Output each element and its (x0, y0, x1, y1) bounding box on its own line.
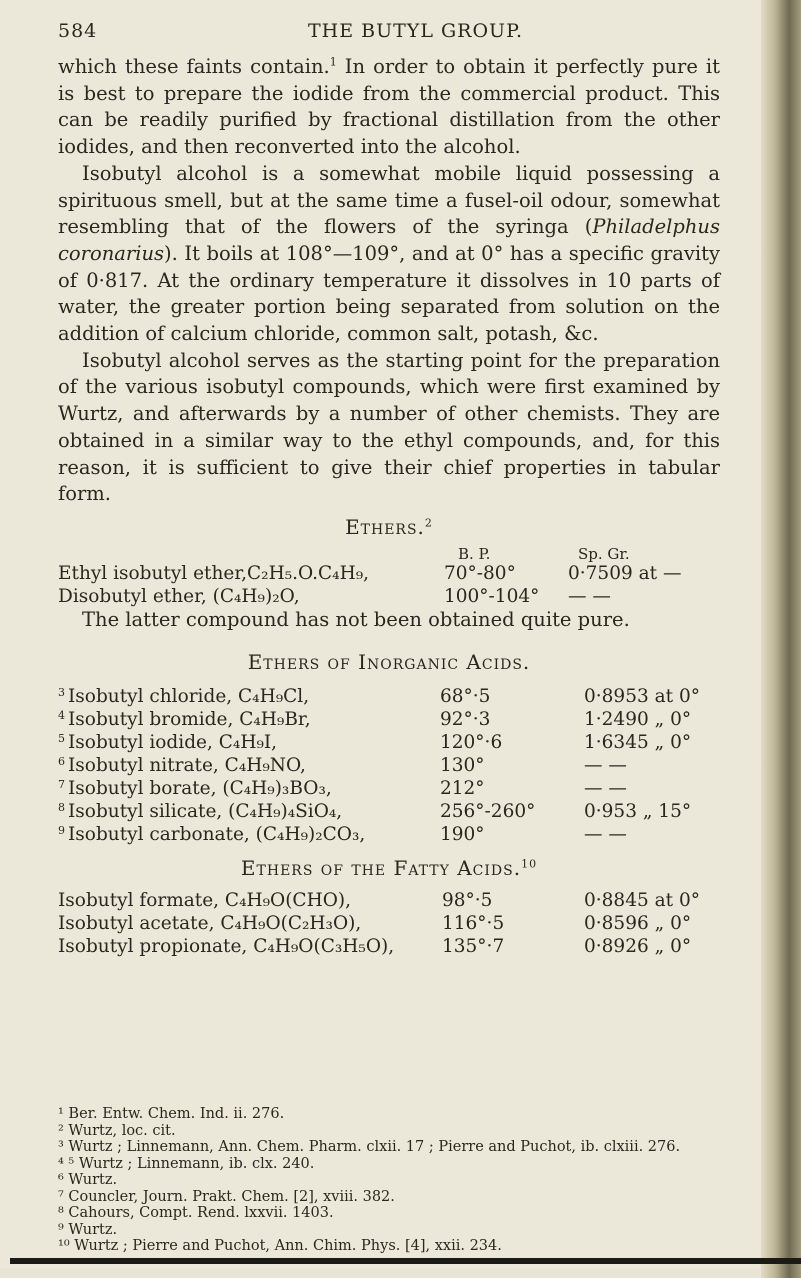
table-row (58, 822, 720, 845)
footnote: ⁴ ⁵ Wurtz ; Linnemann, ib. clx. 240. (58, 1155, 315, 1172)
compound-name: Isobutyl iodide, C₄H₉I, (68, 732, 278, 754)
footnote-ref: 8 (58, 801, 65, 815)
fatty-heading: Ethers of the Fatty Acids.$^{10}$ (240, 856, 538, 881)
fatty-table (58, 888, 720, 957)
compound-name: Isobutyl borate, (C₄H₉)₃BO₃, (68, 778, 332, 800)
specific-gravity: 0·953 „ 15° (584, 801, 692, 823)
table-row (58, 707, 720, 730)
ethers-table (58, 561, 720, 607)
footnote: ⁶ Wurtz. (58, 1172, 118, 1188)
boiling-point: 256°-260° (440, 801, 536, 823)
boiling-point: 135°·7 (442, 935, 505, 957)
table-row (58, 561, 720, 584)
paragraph-3: Isobutyl alcohol serves as the starting point for the preparation of the various isobutyl compounds, which were first examined by Wurtz, and afterwards by a number of other chemists. They are obtained in a similar way to the ethyl compounds, and, for this reason, it is sufficient to give their chief properties in tabular form. (58, 348, 720, 506)
compound-name: Isobutyl nitrate, C₄H₉NO, (68, 755, 306, 777)
running-title: THE BUTYL GROUP. (308, 20, 524, 42)
specific-gravity: — — (584, 824, 627, 846)
bottom-rule (10, 1258, 801, 1264)
inorganic-heading: Ethers of Inorganic Acids. (247, 650, 531, 675)
specific-gravity: — — (584, 778, 627, 800)
inorganic-table (58, 684, 720, 845)
footnote: ² Wurtz, loc. cit. (58, 1122, 176, 1139)
body-text (58, 54, 720, 957)
footnote: ¹⁰ Wurtz ; Pierre and Puchot, Ann. Chim. Phys. [4], xxii. 234. (58, 1238, 502, 1254)
footnote-ref: 7 (58, 778, 65, 792)
compound-name: Isobutyl chloride, C₄H₉Cl, (68, 686, 310, 708)
footnote: ¹ Ber. Entw. Chem. Ind. ii. 276. (58, 1106, 285, 1122)
boiling-point: 70°-80° (444, 562, 516, 584)
table-row (58, 730, 720, 753)
table-row (58, 911, 720, 934)
table-row (58, 934, 720, 957)
boiling-point: 98°·5 (442, 889, 493, 911)
footnote-ref: 4 (58, 709, 65, 723)
boiling-point: 100°-104° (444, 585, 540, 607)
compound-name: Ethyl isobutyl ether,C₂H₅.O.C₄H₉, (58, 562, 369, 584)
table-row (58, 684, 720, 707)
specific-gravity: 0·8596 „ 0° (584, 912, 692, 934)
compound-name: Isobutyl propionate, C₄H₉O(C₃H₅O), (58, 935, 395, 957)
col-sg: Sp. Gr. (578, 544, 630, 563)
compound-name: Isobutyl formate, C₄H₉O(CHO), (58, 889, 351, 911)
compound-name: Isobutyl bromide, C₄H₉Br, (68, 709, 311, 731)
table-row (58, 799, 720, 822)
specific-gravity: — — (584, 755, 627, 777)
specific-gravity: — — (568, 585, 611, 607)
boiling-point: 92°·3 (440, 709, 491, 731)
col-bp: B. P. (458, 544, 491, 563)
footnote-ref: 9 (58, 824, 65, 838)
ethers-note: The latter compound has not been obtained quite pure. (82, 607, 630, 631)
footnote-ref: 6 (58, 755, 65, 769)
page-header (58, 20, 741, 44)
boiling-point: 68°·5 (440, 686, 491, 708)
compound-name: Isobutyl silicate, (C₄H₉)₄SiO₄, (68, 801, 343, 823)
footnote: ⁸ Cahours, Compt. Rend. lxxvii. 1403. (58, 1205, 334, 1221)
compound-name: Isobutyl acetate, C₄H₉O(C₂H₃O), (58, 912, 362, 934)
specific-gravity: 1·6345 „ 0° (584, 732, 692, 754)
compound-name: Disobutyl ether, (C₄H₉)₂O, (58, 585, 300, 607)
footnote: ³ Wurtz ; Linnemann, Ann. Chem. Pharm. clxii. 17 ; Pierre and Puchot, ib. clxiii. 276. (58, 1139, 681, 1155)
specific-gravity: 1·2490 „ 0° (584, 709, 692, 731)
paragraph-1: which these faints contain.$^1$ In order to obtain it perfectly pure it is best to prepare the iodide from the commercial product. This can be readily purified by fractional distillation from the other iodides, and then reconverted into the alcohol. (58, 55, 720, 159)
specific-gravity: 0·8845 at 0° (584, 889, 700, 911)
footnote: ⁹ Wurtz. (58, 1221, 118, 1238)
page-number: 584 (58, 20, 98, 42)
table-row (58, 888, 720, 911)
ethers-heading: Ethers.$^2$ (345, 514, 433, 539)
specific-gravity: 0·8953 at 0° (584, 686, 700, 708)
boiling-point: 120°·6 (440, 732, 503, 754)
footnote: ⁷ Councler, Journ. Prakt. Chem. [2], xviii. 382. (58, 1188, 395, 1205)
specific-gravity: 0·7509 at — (568, 562, 682, 584)
footnotes (58, 1106, 738, 1255)
boiling-point: 130° (440, 755, 485, 777)
paragraph-2: Isobutyl alcohol is a somewhat mobile liquid possessing a spirituous smell, but at the same time a fusel-oil odour, somewhat resembling that of the flowers of the syringa (Philadelphus coronarius). It boils at 108°—109°, and at 0° has a specific gravity of 0·817. At the ordinary temperature it dissolves in 10 parts of water, the greater portion being separated from solution on the addition of calcium chloride, common salt, potash, &c. (58, 161, 720, 346)
footnote-ref: 3 (58, 686, 65, 700)
specific-gravity: 0·8926 „ 0° (584, 935, 692, 957)
book-edge (761, 0, 801, 1278)
compound-name: Isobutyl carbonate, (C₄H₉)₂CO₃, (68, 824, 366, 846)
table-row (58, 776, 720, 799)
column-headers (58, 541, 720, 561)
table-row (58, 753, 720, 776)
boiling-point: 212° (440, 778, 485, 800)
table-row (58, 584, 720, 607)
footnote-ref: 5 (58, 732, 65, 746)
boiling-point: 116°·5 (442, 912, 505, 934)
boiling-point: 190° (440, 824, 485, 846)
